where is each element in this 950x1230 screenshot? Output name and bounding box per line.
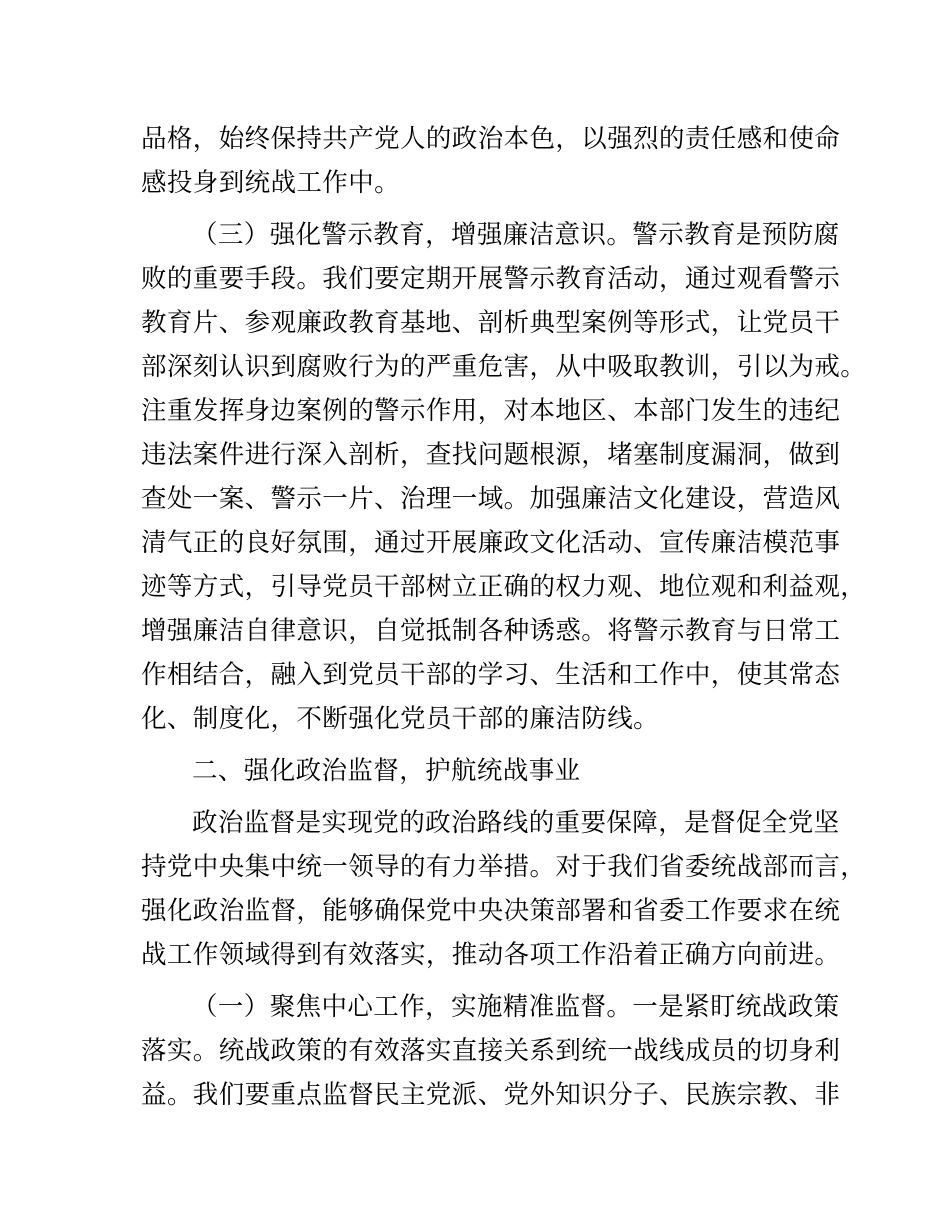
text-line: 增强廉洁自律意识，自觉抵制各种诱惑。将警示教育与日常工 <box>141 616 841 646</box>
paragraph-start-line: （三）强化警示教育，增强廉洁意识。警示教育是预防腐 <box>192 220 840 250</box>
text-line: 品格，始终保持共产党人的政治本色，以强烈的责任感和使命 <box>141 124 841 154</box>
text-line: 注重发挥身边案例的警示作用，对本地区、本部门发生的违纪 <box>141 396 841 426</box>
text-line: 化、制度化，不断强化党员干部的廉洁防线。 <box>141 704 660 734</box>
text-line: 持党中央集中统一领导的有力举措。对于我们省委统战部而言， <box>141 852 867 882</box>
section-heading: 二、强化政治监督，护航统战事业 <box>192 756 581 786</box>
text-line: 强化政治监督，能够确保党中央决策部署和省委工作要求在统 <box>141 896 841 926</box>
paragraph-start-line: 政治监督是实现党的政治路线的重要保障，是督促全党坚 <box>192 808 840 838</box>
text-line: 败的重要手段。我们要定期开展警示教育活动，通过观看警示 <box>141 264 841 294</box>
text-line: 教育片、参观廉政教育基地、剖析典型案例等形式，让党员干 <box>141 308 841 338</box>
text-line: 感投身到统战工作中。 <box>141 168 401 198</box>
text-line: 违法案件进行深入剖析，查找问题根源，堵塞制度漏洞，做到 <box>141 440 841 470</box>
text-line: 落实。统战政策的有效落实直接关系到统一战线成员的切身利 <box>141 1036 841 1066</box>
text-line: 作相结合，融入到党员干部的学习、生活和工作中，使其常态 <box>141 660 841 690</box>
text-line: 部深刻认识到腐败行为的严重危害，从中吸取教训，引以为戒。 <box>141 352 867 382</box>
text-line: 战工作领域得到有效落实，推动各项工作沿着正确方向前进。 <box>141 940 841 970</box>
text-line: 清气正的良好氛围，通过开展廉政文化活动、宣传廉洁模范事 <box>141 528 841 558</box>
text-line: 查处一案、警示一片、治理一域。加强廉洁文化建设，营造风 <box>141 484 841 514</box>
text-line: 迹等方式，引导党员干部树立正确的权力观、地位观和利益观， <box>141 572 867 602</box>
paragraph-start-line: （一）聚焦中心工作，实施精准监督。一是紧盯统战政策 <box>192 992 840 1022</box>
text-line: 益。我们要重点监督民主党派、党外知识分子、民族宗教、非 <box>141 1080 841 1110</box>
